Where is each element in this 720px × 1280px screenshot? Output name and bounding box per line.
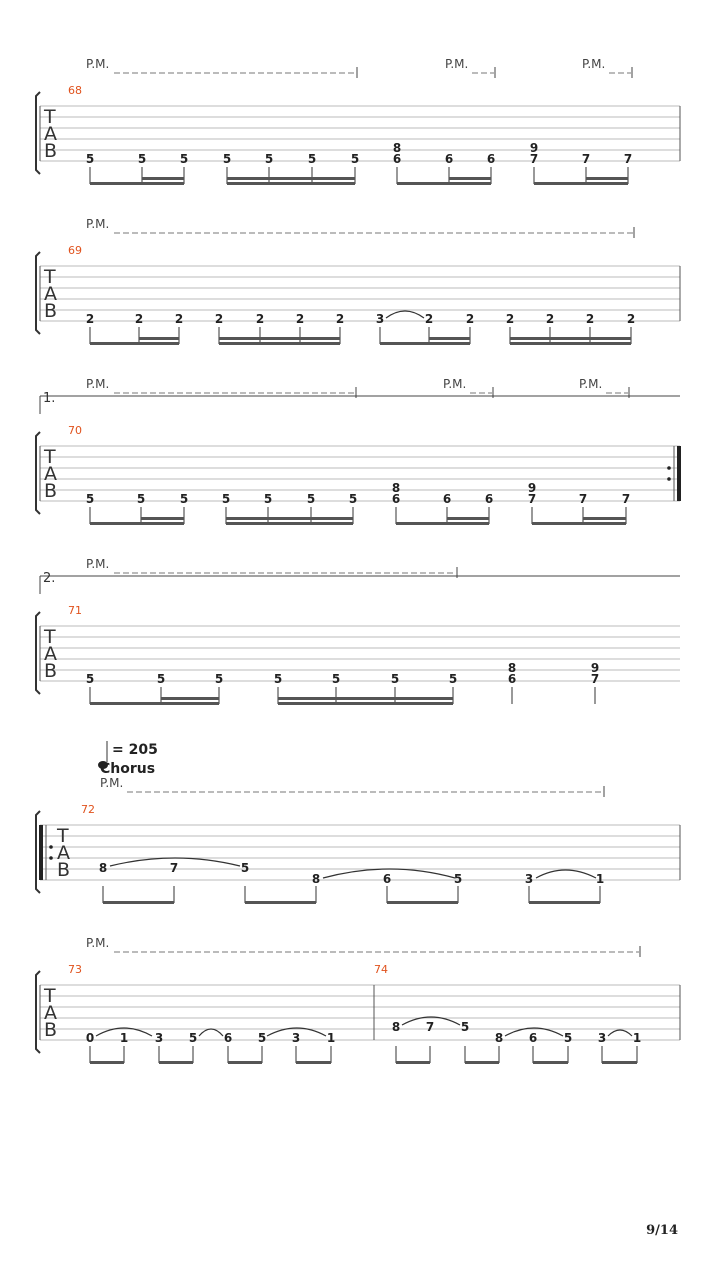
fret-number: 5: [331, 672, 341, 686]
note-beams: [90, 177, 628, 185]
fret-number: 9: [590, 661, 600, 675]
fret-number: 3: [375, 312, 385, 326]
repeat-barline-thick: [677, 446, 681, 501]
measure-number: 69: [68, 244, 82, 257]
volta-label: 1.: [43, 391, 56, 406]
system-4: [36, 557, 680, 705]
fret-number: 9: [527, 481, 537, 495]
fret-number: 6: [392, 152, 402, 166]
repeat-dot: [667, 477, 671, 481]
fret-number: 5: [263, 492, 273, 506]
palm-mute-label: P.M.: [86, 377, 110, 391]
fret-number: 5: [214, 672, 224, 686]
tab-letter-a: A: [44, 283, 57, 305]
tab-letter-t: T: [57, 825, 69, 847]
fret-number: 6: [507, 672, 517, 686]
fret-number: 2: [134, 312, 144, 326]
fret-number: 6: [486, 152, 496, 166]
note-stems: [103, 886, 600, 903]
palm-mute-label: P.M.: [443, 377, 467, 391]
fret-number: 5: [390, 672, 400, 686]
measure-number: 74: [374, 963, 388, 976]
fret-number: 2: [626, 312, 636, 326]
measure-number: 71: [68, 604, 82, 617]
fret-number: 9: [529, 141, 539, 155]
palm-mute-label: P.M.: [86, 217, 110, 231]
tab-staff-lines: [40, 985, 680, 1040]
tab-letter-t: T: [44, 446, 56, 468]
system-5: [36, 741, 680, 904]
palm-mute-label: P.M.: [86, 936, 110, 950]
fret-number: 2: [255, 312, 265, 326]
tab-letter-t: T: [44, 106, 56, 128]
measure-number: 72: [81, 803, 95, 816]
fret-number: 7: [581, 152, 591, 166]
measure-number: 68: [68, 84, 82, 97]
fret-number: 7: [527, 492, 537, 506]
palm-mute-label: P.M.: [445, 57, 469, 71]
tab-letter-a: A: [44, 123, 57, 145]
fret-number: 8: [507, 661, 517, 675]
fret-number: 6: [484, 492, 494, 506]
fret-number: 5: [222, 152, 232, 166]
fret-number: 7: [425, 1020, 435, 1034]
fret-number: 6: [442, 492, 452, 506]
palm-mute-label: P.M.: [582, 57, 606, 71]
tab-letter-t: T: [44, 266, 56, 288]
fret-number: 3: [597, 1031, 607, 1045]
tab-letter-a: A: [57, 842, 70, 864]
fret-number: 2: [295, 312, 305, 326]
tab-letter-b: B: [44, 660, 58, 682]
fret-number: 5: [85, 152, 95, 166]
fret-number: 3: [524, 872, 534, 886]
fret-number: 5: [179, 492, 189, 506]
fret-number: 8: [311, 872, 321, 886]
fret-number: 2: [545, 312, 555, 326]
fret-number: 1: [595, 872, 605, 886]
palm-mute-label: P.M.: [579, 377, 603, 391]
slurs: [110, 858, 596, 878]
note-beams: [103, 901, 600, 904]
fret-number: 2: [465, 312, 475, 326]
fret-number: 6: [382, 872, 392, 886]
fret-number: 5: [137, 152, 147, 166]
palm-mute-label: P.M.: [86, 557, 110, 571]
note-beams: [90, 517, 626, 525]
fret-number: 5: [307, 152, 317, 166]
fret-number: 1: [326, 1031, 336, 1045]
note-beams: [90, 697, 453, 705]
fret-number: 5: [85, 672, 95, 686]
staff-bracket: [36, 612, 40, 694]
tab-letter-b: B: [44, 300, 58, 322]
slurs: [96, 1017, 632, 1036]
tab-staff-lines: [40, 626, 680, 681]
section-label: Chorus: [100, 761, 156, 777]
staff-bracket: [36, 432, 40, 514]
system-6: [36, 936, 680, 1064]
tab-staff-lines: [40, 825, 680, 880]
fret-number: 5: [264, 152, 274, 166]
measure-number: 70: [68, 424, 82, 437]
tab-letter-a: A: [44, 463, 57, 485]
repeat-dot: [667, 466, 671, 470]
fret-number: 8: [494, 1031, 504, 1045]
system-3: [36, 377, 681, 525]
fret-number: 5: [306, 492, 316, 506]
tie-slur: [386, 311, 424, 318]
fret-number: 7: [578, 492, 588, 506]
fret-number: 1: [119, 1031, 129, 1045]
fret-number: 5: [85, 492, 95, 506]
fret-number: 6: [444, 152, 454, 166]
system-2: [36, 217, 680, 345]
note-stems: [90, 687, 595, 704]
palm-mute-label: P.M.: [86, 57, 110, 71]
tab-letter-b: B: [57, 859, 71, 881]
fret-number: 0: [85, 1031, 95, 1045]
fret-number: 1: [632, 1031, 642, 1045]
fret-number: 5: [453, 872, 463, 886]
repeat-dot: [49, 856, 53, 860]
fret-number: 5: [221, 492, 231, 506]
slur: [199, 1029, 223, 1036]
staff-bracket: [36, 252, 40, 334]
fret-number: 5: [350, 152, 360, 166]
fret-number: 7: [621, 492, 631, 506]
fret-number: 5: [179, 152, 189, 166]
fret-number: 6: [391, 492, 401, 506]
note-stems: [90, 167, 628, 184]
tab-letter-t: T: [44, 626, 56, 648]
repeat-dot: [49, 845, 53, 849]
system-1: [36, 57, 680, 185]
tab-letter-t: T: [44, 985, 56, 1007]
note-stems: [90, 1046, 637, 1063]
staff-bracket: [36, 92, 40, 174]
fret-number: 8: [391, 481, 401, 495]
fret-number: 5: [240, 861, 250, 875]
fret-number: 5: [257, 1031, 267, 1045]
fret-number: 2: [214, 312, 224, 326]
staff-bracket: [36, 971, 40, 1053]
fret-number: 2: [174, 312, 184, 326]
fret-number: 3: [291, 1031, 301, 1045]
note-beams: [90, 1061, 637, 1064]
fret-number: 8: [391, 1020, 401, 1034]
fret-number: 5: [460, 1020, 470, 1034]
fret-number: 5: [563, 1031, 573, 1045]
tempo-marking: = 205: [112, 742, 158, 758]
fret-number: 8: [98, 861, 108, 875]
fret-number: 2: [505, 312, 515, 326]
fret-number: 6: [528, 1031, 538, 1045]
fret-number: 7: [529, 152, 539, 166]
fret-number: 2: [335, 312, 345, 326]
tab-letter-b: B: [44, 1019, 58, 1041]
fret-number: 2: [585, 312, 595, 326]
palm-mute-label: P.M.: [100, 776, 124, 790]
fret-number: 3: [154, 1031, 164, 1045]
fret-number: 2: [424, 312, 434, 326]
page-number: 9/14: [646, 1223, 678, 1238]
fret-number: 6: [223, 1031, 233, 1045]
fret-number: 7: [590, 672, 600, 686]
slur: [536, 870, 596, 878]
tab-letter-b: B: [44, 140, 58, 162]
fret-number: 5: [136, 492, 146, 506]
fret-number: 8: [392, 141, 402, 155]
tab-letter-b: B: [44, 480, 58, 502]
repeat-start-thick: [39, 825, 43, 880]
fret-number: 5: [156, 672, 166, 686]
fret-number: 5: [348, 492, 358, 506]
fret-number: 5: [188, 1031, 198, 1045]
fret-number: 5: [273, 672, 283, 686]
tab-letter-a: A: [44, 1002, 57, 1024]
note-stems: [90, 327, 631, 344]
tab-letter-a: A: [44, 643, 57, 665]
volta-label: 2.: [43, 571, 56, 586]
fret-number: 2: [85, 312, 95, 326]
fret-number: 5: [448, 672, 458, 686]
note-stems: [90, 507, 626, 524]
slur: [608, 1030, 632, 1036]
measure-number: 73: [68, 963, 82, 976]
fret-number: 7: [623, 152, 633, 166]
fret-number: 7: [169, 861, 179, 875]
